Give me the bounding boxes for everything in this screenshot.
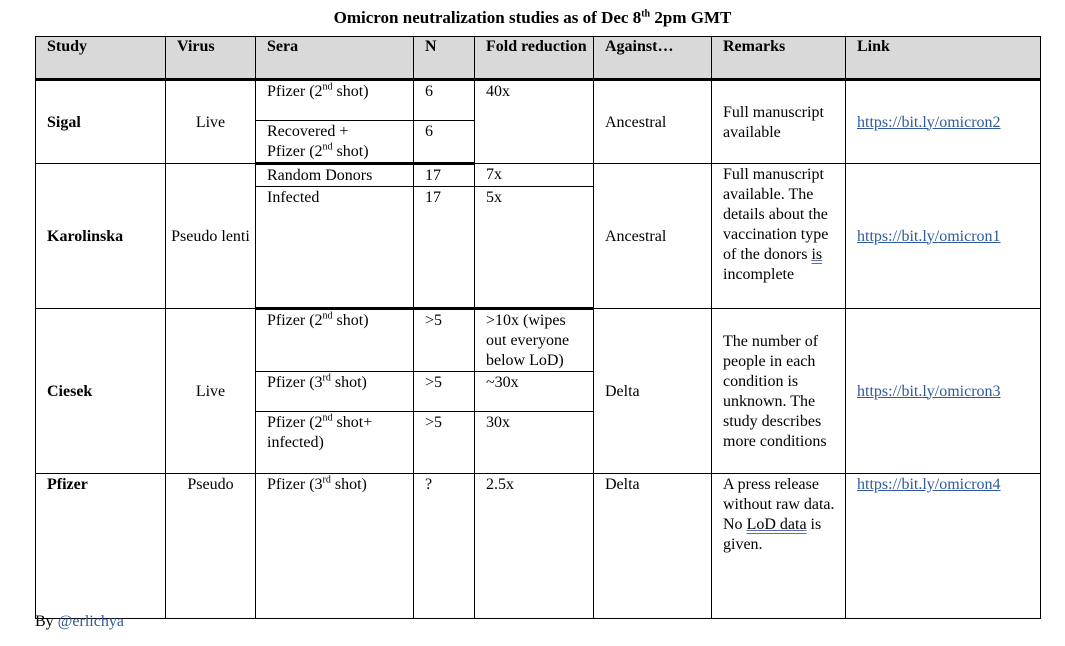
remarks-cell: A press release without raw data. No LoD data is given. (712, 474, 846, 619)
author-handle-link[interactable]: @erlichya (57, 613, 124, 630)
sera-cell: Pfizer (2nd shot) (256, 80, 414, 121)
footer-credit: By @erlichya (35, 613, 124, 630)
link-cell (846, 474, 1041, 619)
virus-cell: Pseudo lenti (166, 164, 256, 309)
n-cell: 6 (414, 80, 475, 121)
fold-cell: 40x (475, 80, 594, 164)
sera-cell: Infected (256, 187, 414, 309)
virus-cell: Live (166, 80, 256, 164)
table-row (36, 164, 1041, 187)
fold-cell: 7x (475, 164, 594, 187)
link-omicron2[interactable]: https://bit.ly/omicron2 (857, 113, 1001, 131)
header-link: Link (846, 37, 1041, 80)
virus-cell: Pseudo (166, 474, 256, 619)
against-cell: Ancestral (594, 80, 712, 164)
fold-cell: >10x (wipes out everyone below LoD) (475, 309, 594, 372)
header-fold-reduction: Fold reduction (475, 37, 594, 80)
page-title: Omicron neutralization studies as of Dec 8th 2pm GMT (333, 8, 732, 27)
n-cell: >5 (414, 372, 475, 412)
sera-cell: Random Donors (256, 164, 414, 187)
against-cell: Delta (594, 474, 712, 619)
header-sera: Sera (256, 37, 414, 80)
header-study: Study (36, 37, 166, 80)
study-pfizer: Pfizer (36, 474, 166, 619)
header-against: Against… (594, 37, 712, 80)
n-cell: 17 (414, 164, 475, 187)
study-ciesek: Ciesek (36, 309, 166, 474)
table-row (36, 80, 1041, 121)
sera-cell: Pfizer (3rd shot) (256, 474, 414, 619)
n-cell: 6 (414, 121, 475, 164)
sera-cell: Recovered + Pfizer (2nd shot) (256, 121, 414, 164)
link-omicron3[interactable]: https://bit.ly/omicron3 (857, 382, 1001, 400)
link-omicron4[interactable]: https://bit.ly/omicron4 (857, 476, 1001, 493)
header-n: N (414, 37, 475, 80)
remarks-cell: Full manuscript available. The details about the vaccination type of the donors is incomplete (712, 164, 846, 309)
sera-cell: Pfizer (2nd shot) (256, 309, 414, 372)
n-cell: 17 (414, 187, 475, 309)
header-virus: Virus (166, 37, 256, 80)
sera-cell: Pfizer (3rd shot) (256, 372, 414, 412)
fold-cell: 2.5x (475, 474, 594, 619)
fold-cell: 5x (475, 187, 594, 309)
sera-cell: Pfizer (2nd shot+ infected) (256, 412, 414, 474)
n-cell: >5 (414, 309, 475, 372)
against-cell: Ancestral (594, 164, 712, 309)
link-cell (846, 80, 1041, 164)
omicron-studies-table (35, 36, 1041, 619)
fold-cell: 30x (475, 412, 594, 474)
n-cell: >5 (414, 412, 475, 474)
remarks-cell: The number of people in each condition is unknown. The study describes more conditions (712, 309, 846, 474)
link-omicron1[interactable]: https://bit.ly/omicron1 (857, 227, 1001, 245)
table-row (36, 474, 1041, 619)
virus-cell: Live (166, 309, 256, 474)
header-row (36, 37, 1041, 80)
link-cell (846, 164, 1041, 309)
study-sigal: Sigal (36, 80, 166, 164)
fold-cell: ~30x (475, 372, 594, 412)
n-cell: ? (414, 474, 475, 619)
remarks-cell: Full manuscript available (712, 80, 846, 164)
header-remarks: Remarks (712, 37, 846, 80)
table-row (36, 309, 1041, 372)
against-cell: Delta (594, 309, 712, 474)
study-karolinska: Karolinska (36, 164, 166, 309)
link-cell (846, 309, 1041, 474)
